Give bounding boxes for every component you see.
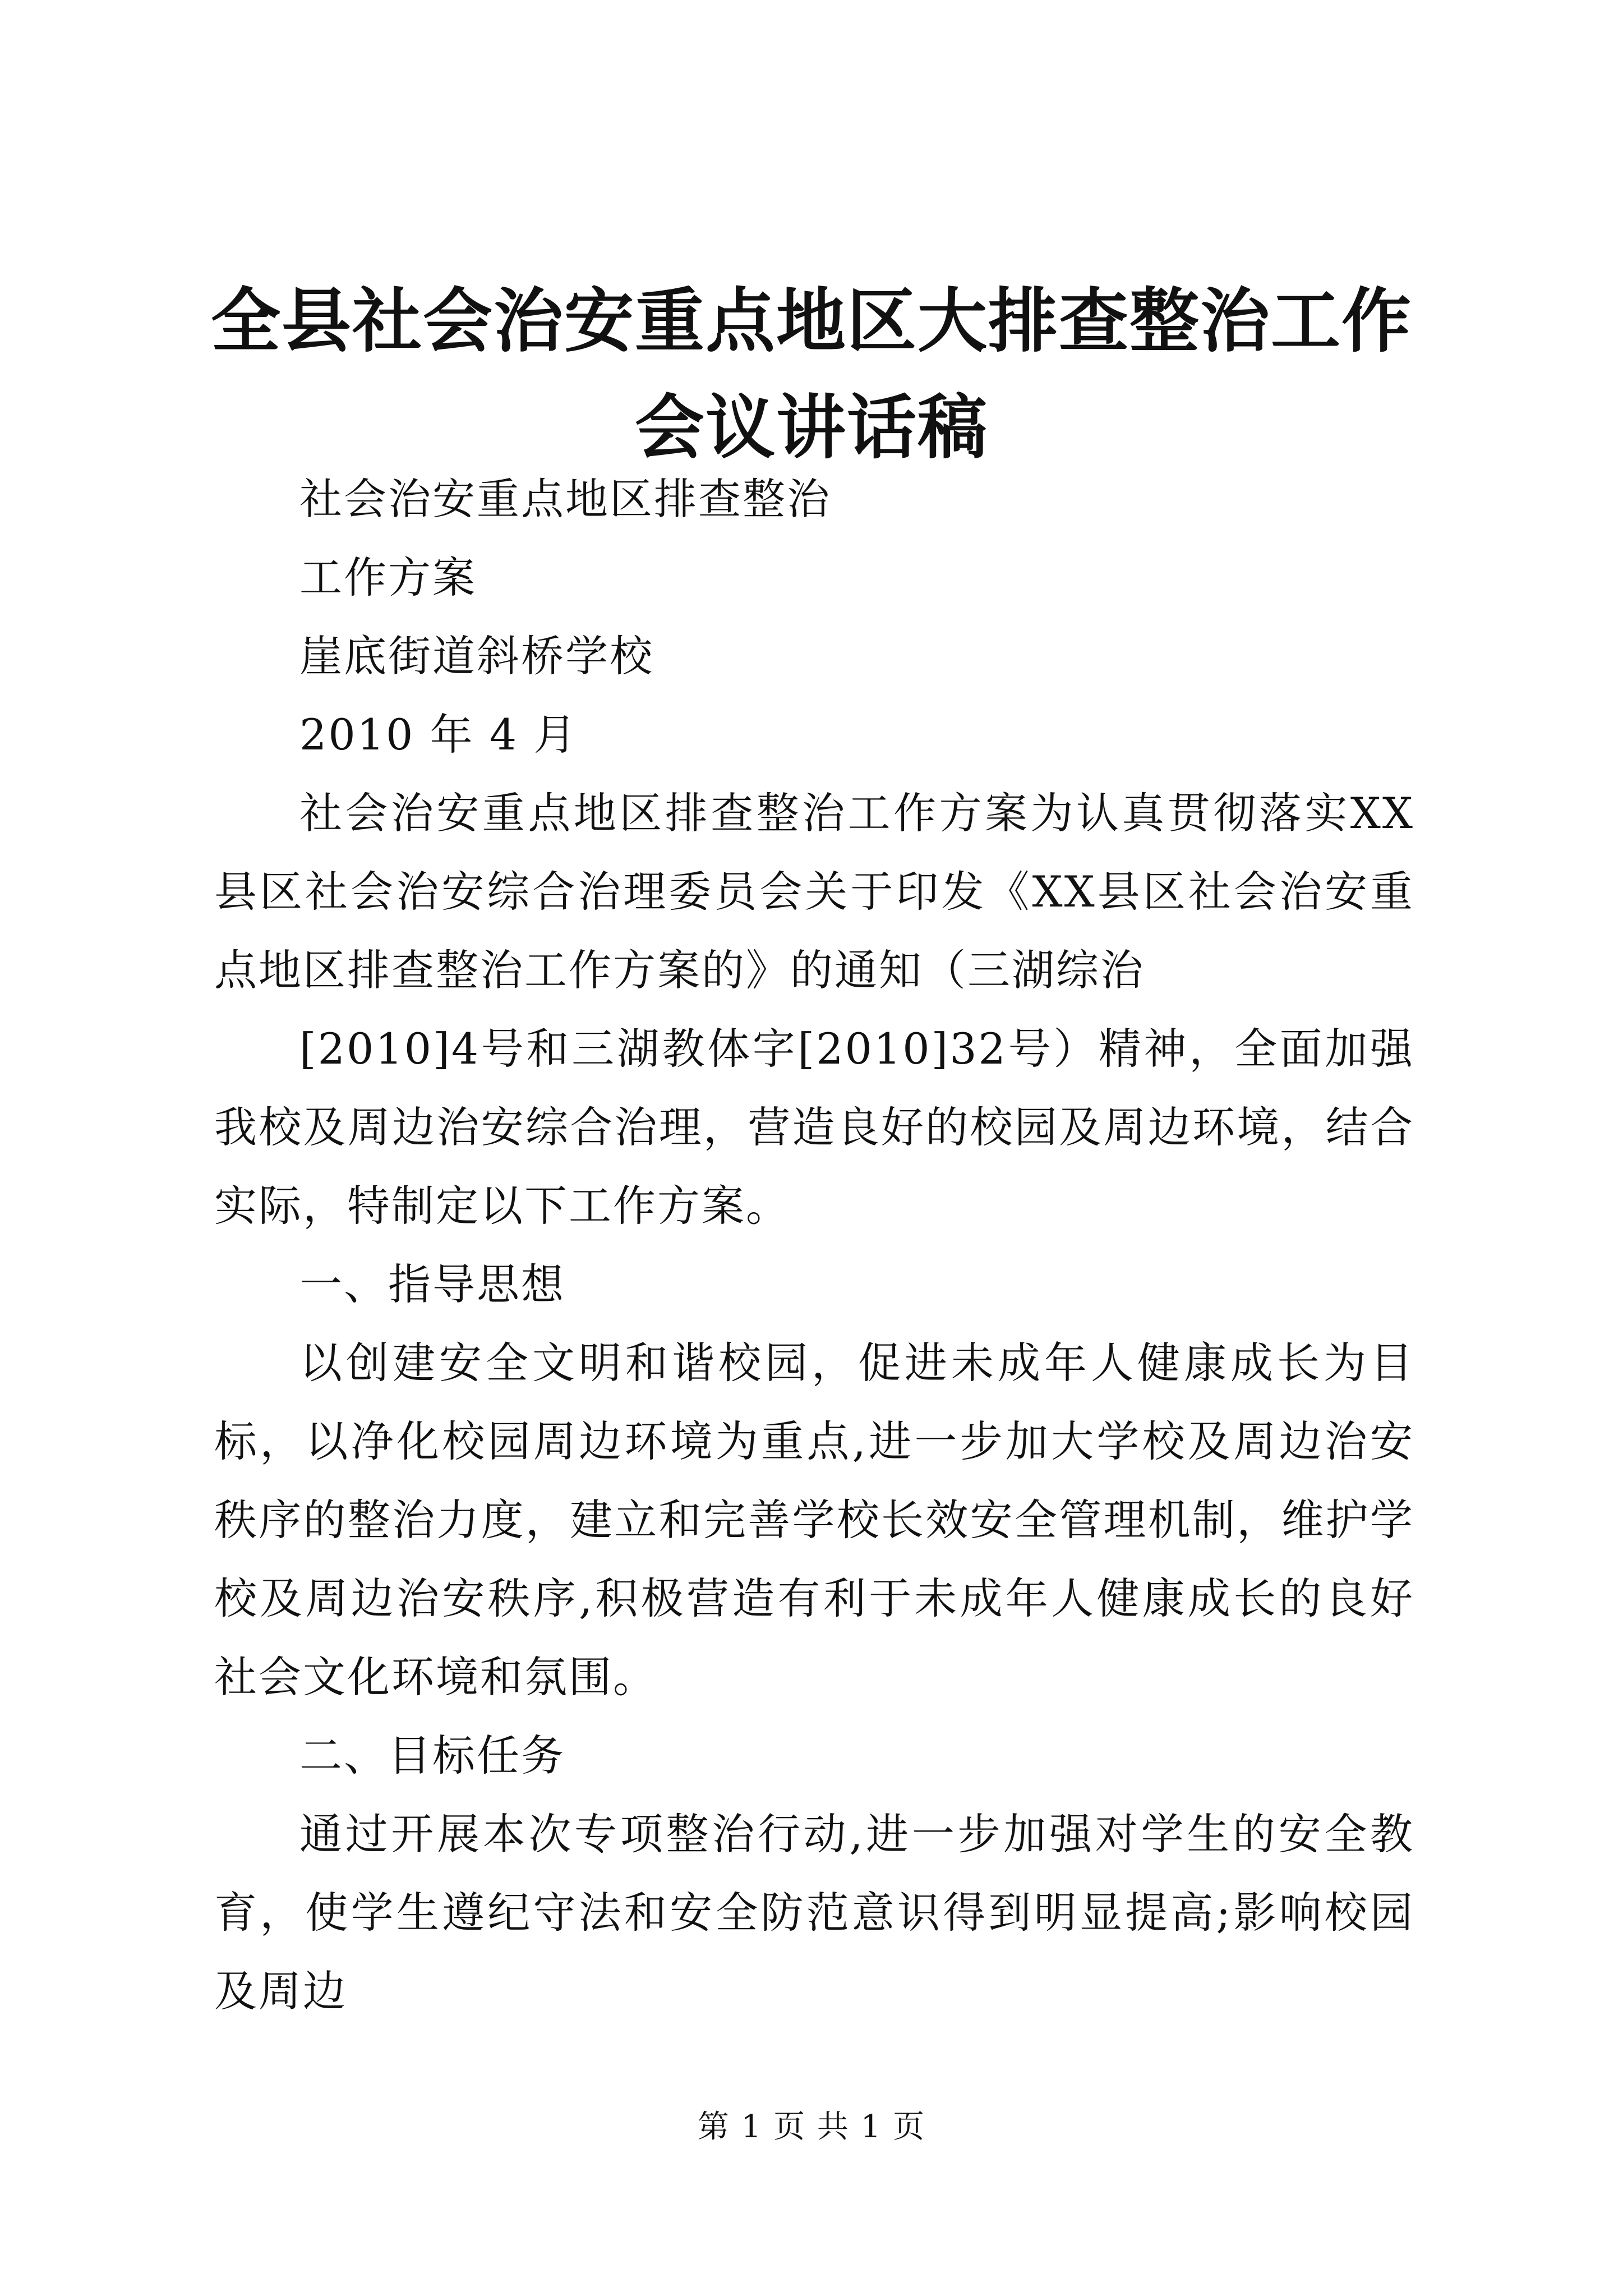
paragraph-subject: 社会治安重点地区排查整治 — [299, 474, 831, 524]
paragraph-goals: 通过开展本次专项整治行动,进一步加强对学生的安全教育，使学生遵纪守法和安全防范意识得到明显提高;影响校园及周边 — [214, 1809, 1414, 2016]
paragraph-intro-continued: [2010]4号和三湖教体字[2010]32号）精神，全面加强我校及周边治安综合治理，营造良好的校园及周边环境，结合实际，特制定以下工作方案。 — [214, 1024, 1414, 1231]
page-number-footer: 第 1 页 共 1 页 — [697, 2109, 926, 2145]
section-heading-goals: 二、目标任务 — [299, 1731, 565, 1780]
document-title: 全县社会治安重点地区大排查整治工作会议讲话稿 — [210, 280, 1412, 468]
paragraph-guiding-thought: 以创建安全文明和谐校园，促进未成年人健康成长为目标，以净化校园周边环境为重点,进一步加大学校及周边治安秩序的整治力度，建立和完善学校长效安全管理机制，维护学校及周边治安秩序,积极营造有利于未成年人健康成长的良好社会文化环境和氛围。 — [214, 1338, 1414, 1702]
section-heading-guiding-thought: 一、指导思想 — [299, 1259, 565, 1309]
document-body — [214, 460, 1414, 2031]
paragraph-intro: 社会治安重点地区排查整治工作方案为认真贯彻落实XX县区社会治安综合治理委员会关于印发《XX县区社会治安重点地区排查整治工作方案的》的通知（三湖综治 — [214, 788, 1414, 995]
paragraph-date: 2010 年 4 月 — [299, 710, 578, 760]
paragraph-school: 崖底街道斜桥学校 — [299, 631, 654, 681]
paragraph-plan-label: 工作方案 — [299, 553, 477, 602]
